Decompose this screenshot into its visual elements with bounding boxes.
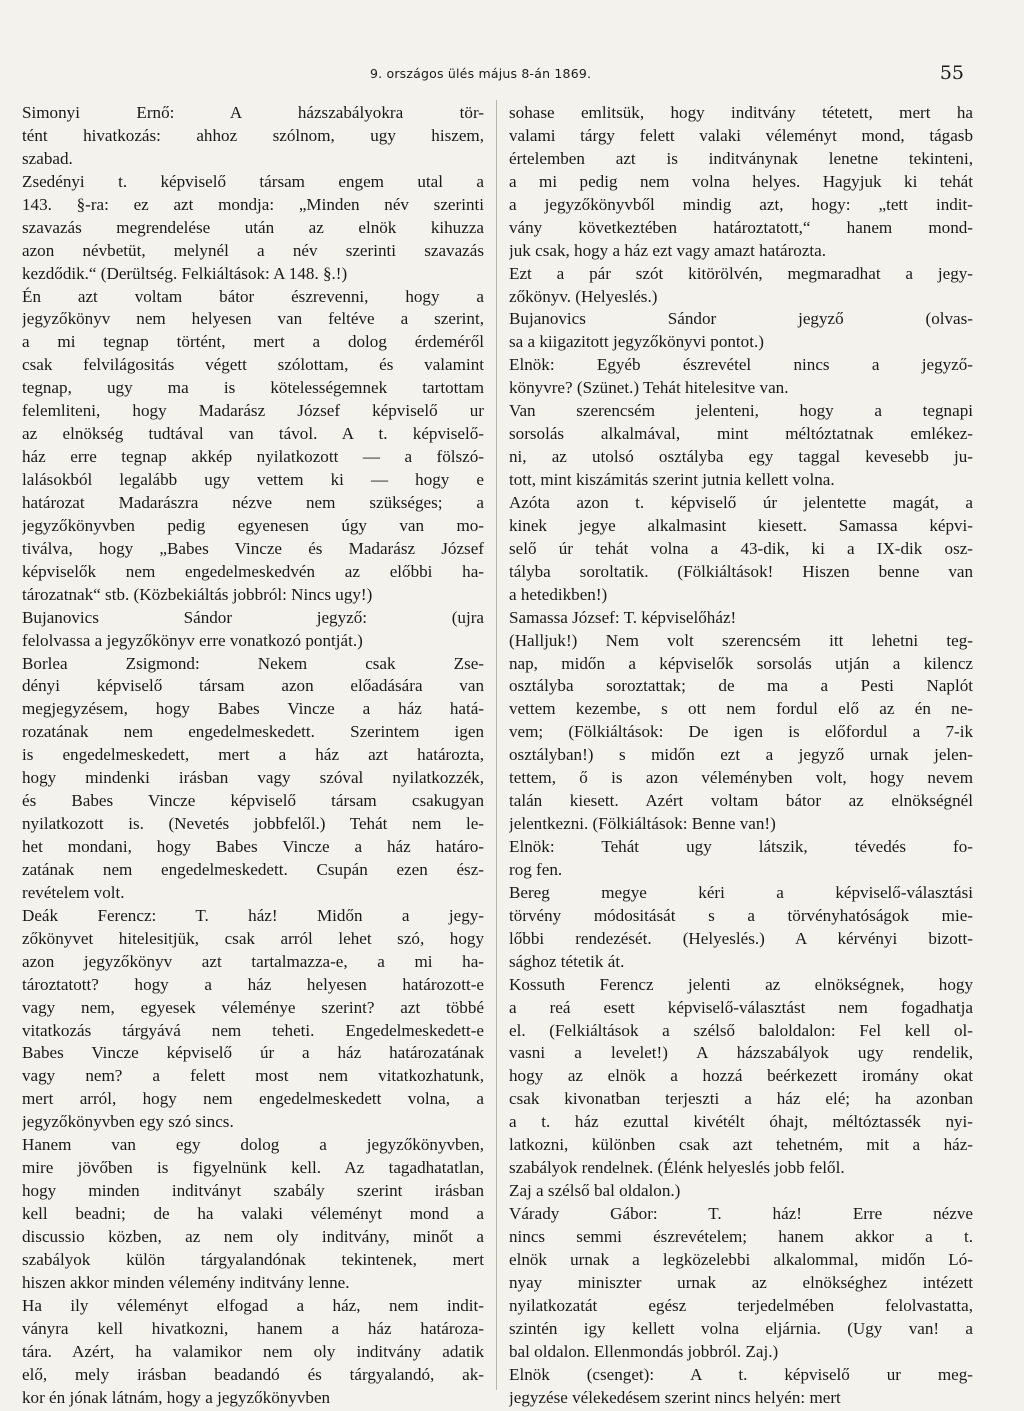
text-line: sorsolás alkalmával, mint méltóztatnak emlékez- (509, 424, 973, 444)
text-line: revételem volt. (22, 882, 125, 902)
text-line: hiszen akkor minden vélemény inditvány lenne. (22, 1272, 350, 1292)
text-line: nap, midőn a képviselők sorsolás utján a kilencz (509, 653, 973, 673)
text-line: Deák Ferencz: T. ház! Midőn a jegy- (22, 905, 484, 925)
text-line: zőkönyvet hitelesitjük, csak arról lehet szó, hogy (22, 928, 484, 948)
text-line: a mi tegnap történt, mert a dolog érdeméről (22, 332, 484, 352)
text-line: latkozni, különben csak azt tehetném, mit a ház- (509, 1135, 973, 1155)
text-line: Azóta azon t. képviselő úr jelentette magát, a (509, 492, 973, 512)
text-line: és Babes Vincze képviselő társam csakugyan (22, 791, 484, 811)
text-line: Bujanovics Sándor jegyző (olvas- (509, 309, 973, 329)
text-line: hogy az elnök a hozzá beérkezett iromány okat (509, 1066, 973, 1086)
text-line: vem; (Fölkiáltások: De igen is előfordul a 7-ik (509, 722, 973, 742)
text-line: törvény módositását s a törvényhatóságok mie- (509, 905, 973, 925)
text-line: csak felvilágositás végett szólottam, és valamint (22, 355, 484, 375)
text-line: osztályba soroztattak; de ma a Pesti Naplót (509, 676, 973, 696)
text-line: vitatkozás tárgyává nem teheti. Engedelmeskedett-e (22, 1020, 484, 1040)
text-line: felemliteni, hogy Madarász József képviselő ur (22, 401, 484, 421)
text-line: dényi képviselő társam azon előadására van (22, 676, 484, 696)
text-line: vagy nem? a felett most nem vitatkozhatunk, (22, 1066, 484, 1086)
text-line: sa a kiigazitott jegyzőkönyvi pontot.) (509, 332, 764, 352)
text-line: tiválva, hogy „Babes Vincze és Madarász József (22, 538, 484, 558)
text-line: Borlea Zsigmond: Nekem csak Zse- (22, 653, 484, 673)
text-line: szabad. (22, 148, 73, 168)
text-line: nyay miniszter urnak az elnökséghez intézett (509, 1272, 973, 1292)
text-line: elnök urnak a legközelebbi alkalommal, midőn Ló- (509, 1249, 973, 1269)
text-line: tott, mint kiszámitás szerint jutnia kellett volna. (509, 470, 835, 489)
text-line: a t. ház ezuttal kivétélt óhajt, méltóztassék nyi- (509, 1112, 973, 1132)
text-line: Bujanovics Sándor jegyző: (ujra (22, 607, 484, 627)
text-line: szabályok külön tárgyalandónak tekintenek, mert (22, 1249, 484, 1269)
text-line: könyvre? (Szünet.) Tehát hitelesitve van. (509, 378, 789, 398)
text-line: hogy minden inditványt szabály szerint irásban (22, 1181, 484, 1201)
text-line: az elnökség tudtával van távol. A t. képviselő- (22, 424, 484, 444)
text-line: vagy nem, egyesek véleménye szerint? azt többé (22, 997, 484, 1017)
text-line: nincs semmi észrevételem; hanem akkor a t. (509, 1226, 973, 1246)
page-header (0, 62, 1024, 92)
text-line: valami tárgy felett valaki véleményt mond, tágasb (509, 125, 973, 145)
text-line: ványra kell hivatkozni, hanem a ház határoza- (22, 1318, 484, 1338)
text-line: Kossuth Ferencz jelenti az elnökségnek, hogy (509, 974, 973, 994)
text-line: tároztatott? hogy a ház helyesen határozott-e (22, 974, 484, 994)
text-line: discussio közben, az nem oly inditvány, minőt a (22, 1226, 484, 1246)
header-title: 9. országos ülés május 8-án 1869. (370, 66, 592, 81)
text-line: selő úr tehát volna a 43-dik, ki a IX-dik osz- (509, 538, 973, 558)
text-line: mert arról, hogy nem engedelmeskedett volna, a (22, 1089, 484, 1109)
text-line: tározatnak“ stb. (Közbekiáltás jobbról: Nincs ugy!) (22, 584, 373, 604)
text-line: Zaj a szélső bal oldalon.) (509, 1181, 681, 1201)
text-line: Elnök (csenget): A t. képviselő ur meg- (509, 1364, 973, 1384)
right-column (509, 102, 973, 1409)
page-number: 55 (939, 62, 964, 84)
text-line: ni, az utolsó osztályba egy taggal kevesebb ju- (509, 447, 973, 467)
text-line: jegyzőkönyvben egy szó sincs. (22, 1112, 234, 1132)
text-line: vettem kezembe, s ott nem fordul elő az én ne- (509, 699, 973, 719)
text-line: képviselők nem engedelmeskedvén az előbbi ha- (22, 561, 484, 581)
text-line: Samassa József: T. képviselőház! (509, 607, 737, 627)
text-line: juk csak, hogy a ház ezt vagy amazt határozta. (509, 240, 827, 260)
text-line: hogy mindenki irásban vagy szóval nyilatkozzék, (22, 768, 484, 788)
text-line: Várady Gábor: T. ház! Erre nézve (509, 1204, 973, 1223)
text-line: elő, mely irásban beadandó és tárgyalandó, ak- (22, 1364, 484, 1384)
text-line: értelemben azt is inditványnak lenetne tekinteni, (509, 148, 973, 168)
text-line: azon jegyzőkönyv azt tartalmazza-e, a mi ha- (22, 951, 484, 971)
text-line: rozatának nem engedelmeskedett. Szerintem igen (22, 722, 484, 742)
text-line: Elnök: Tehát ugy látszik, tévedés fo- (509, 837, 973, 856)
text-line: lőbbi rendezését. (Helyeslés.) A kérvényi bizott- (509, 928, 973, 948)
text-line: zőkönyv. (Helyeslés.) (509, 286, 658, 306)
text-line: jelentkezni. (Fölkiáltások: Benne van!) (509, 814, 776, 834)
left-column (22, 102, 484, 1409)
text-line: bal oldalon. Ellenmondás jobbról. Zaj.) (509, 1341, 779, 1361)
text-line: Elnök: Egyéb észrevétel nincs a jegyző- (509, 355, 973, 375)
text-line: felolvassa a jegyzőkönyv erre vonatkozó pontját.) (22, 630, 363, 650)
text-line: Simonyi Ernő: A házszabályokra tör- (22, 103, 484, 122)
text-line: megjegyzésem, hogy Babes Vincze a ház hatá- (22, 699, 484, 719)
text-line: rog fen. (509, 859, 563, 879)
text-line: sohase emlitsük, hogy inditvány tétetett, mert ha (509, 103, 973, 122)
text-line: jegyzőkönyvben pedig egyenesen úgy van mo- (22, 515, 484, 535)
column-divider (496, 100, 497, 1390)
text-line: ház erre tegnap akkép nyilatkozott — a fölszó- (22, 447, 484, 467)
text-line: tára. Azért, ha valamikor nem oly inditvány adatik (22, 1341, 484, 1361)
text-line: a hetedikben!) (509, 584, 608, 604)
text-line: talán kiesett. Azért voltam bátor az elnökségnél (509, 791, 973, 811)
text-line: tegnap, ugy ma is kötelességemnek tartottam (22, 378, 484, 398)
text-line: a mi pedig nem volna helyes. Hagyjuk ki tehát (509, 171, 973, 191)
text-line: a reá esett képviselő-választást nem fogadhatja (509, 997, 973, 1017)
text-line: Én azt voltam bátor észrevenni, hogy a (22, 286, 484, 306)
text-line: vány következtében határoztatott,“ hanem mond- (509, 217, 973, 237)
text-line: Zsedényi t. képviselő társam engem utal a (22, 171, 484, 191)
text-line: Van szerencsém jelenteni, hogy a tegnapi (509, 401, 973, 421)
text-line: het mondani, hogy Babes Vincze a ház határo- (22, 837, 484, 856)
text-line: Hanem van egy dolog a jegyzőkönyvben, (22, 1135, 484, 1155)
text-line: azon névbetüt, melynél a név szerinti szavazás (22, 240, 484, 260)
text-line: jegyzése vélekedésem szerint nincs helyén: mert (509, 1387, 841, 1407)
text-line: csak kivonatban terjeszti a ház elé; ha azonban (509, 1089, 973, 1109)
text-line: nyilatkozatát egész terjedelmében felolvastatta, (509, 1295, 973, 1315)
text-line: lalásokból legalább ugy vettem ki — hogy e (22, 470, 484, 489)
text-line: Bereg megye kéri a képviselő-választási (509, 882, 973, 902)
text-line: kezdődik.“ (Derültség. Felkiáltások: A 148. §.!) (22, 263, 348, 283)
text-line: határozat Madarászra nézve nem szükséges; a (22, 492, 484, 512)
text-line: el. (Felkiáltások a szélső baloldalon: Fel kell ol- (509, 1020, 973, 1040)
text-line: Babes Vincze képviselő úr a ház határozatának (22, 1043, 484, 1063)
text-line: (Halljuk!) Nem volt szerencsém itt lehetni teg- (509, 630, 973, 650)
text-line: kor én jónak látnám, hogy a jegyzőkönyvben (22, 1387, 331, 1407)
text-line: zatának nem engedelmeskedett. Csupán ezen ész- (22, 859, 484, 879)
text-line: osztályban!) s midőn ezt a jegyző urnak jelen- (509, 745, 973, 765)
text-line: kinek jegye alkalmasint kiesett. Samassa képvi- (509, 515, 973, 535)
text-line: Ezt a pár szót kitörölvén, megmaradhat a jegy- (509, 263, 973, 283)
text-line: szavazás megrendelése után az elnök kihuzza (22, 217, 484, 237)
text-line: jegyzőkönyv nem helyesen van feltéve a szerint, (22, 309, 484, 329)
text-line: Ha ily véleményt elfogad a ház, nem indit- (22, 1295, 484, 1315)
text-line: is engedelmeskedett, mert a ház azt határozta, (22, 745, 484, 765)
text-line: szabályok rendelnek. (Élénk helyeslés jobb felől. (509, 1158, 845, 1178)
text-line: a jegyzőkönyvből mindig azt, hogy: „tett indit- (509, 194, 973, 214)
text-line: tettem, ő is azon véleményben volt, hogy nevem (509, 768, 973, 788)
text-line: kell beadni; de ha valaki véleményt mond a (22, 1204, 484, 1223)
text-line: 143. §-ra: ez azt mondja: „Minden név szerinti (22, 194, 484, 214)
text-line: szintén igy kellett volna eljárnia. (Ugy van! a (509, 1318, 973, 1338)
text-line: mire jövőben is figyelnünk kell. Az tagadhatatlan, (22, 1158, 484, 1178)
text-line: tént hivatkozás: ahhoz szólnom, ugy hiszem, (22, 125, 484, 145)
text-line: nyilatkozott is. (Nevetés jobbfelől.) Tehát nem le- (22, 814, 484, 834)
text-line: tályba soroltatik. (Fölkiáltások! Hiszen benne van (509, 561, 973, 581)
text-line: vasni a levelet!) A házszabályok ugy rendelik, (509, 1043, 973, 1063)
text-line: sághoz tétetik át. (509, 951, 625, 971)
